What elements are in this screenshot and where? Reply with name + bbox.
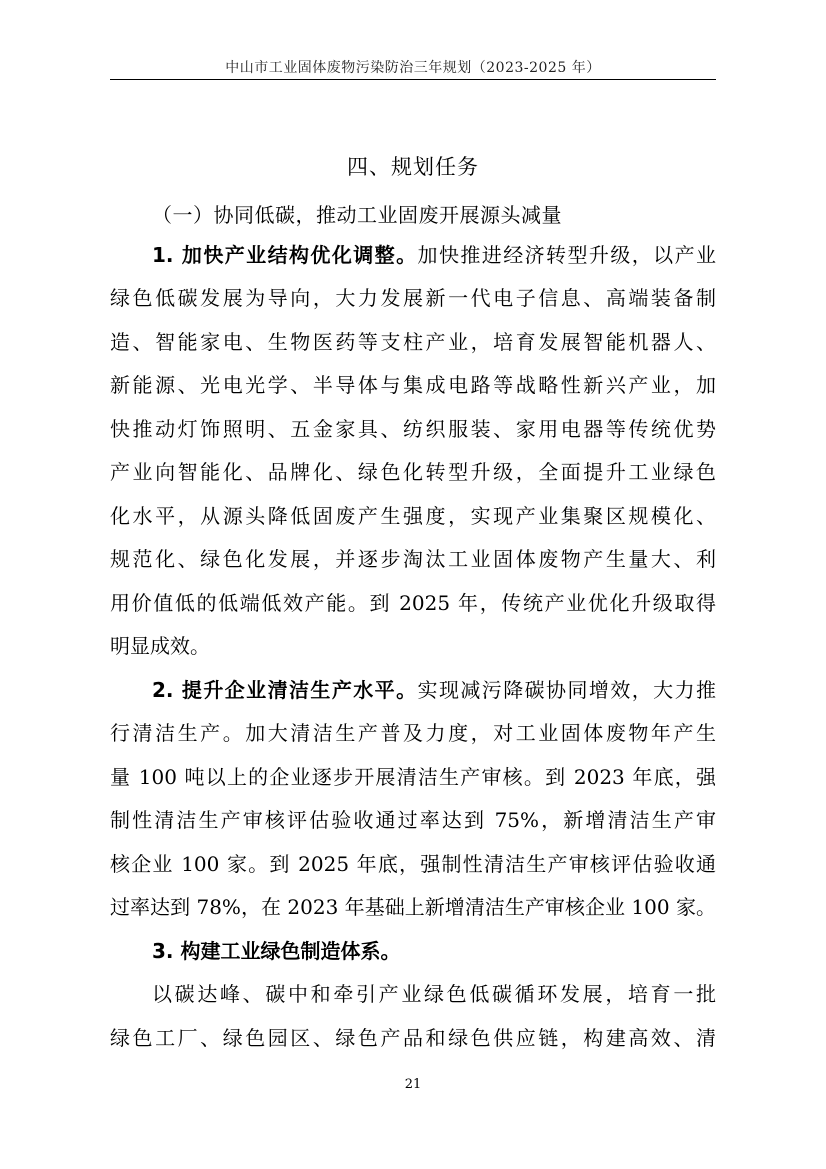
paragraph-2-text: 实现减污降碳协同增效，大力推	[417, 678, 716, 702]
paragraph-4-line-2: 绿色工厂、绿色园区、绿色产品和绿色供应链，构建高效、清	[110, 1026, 716, 1050]
paragraph-1-line-10: 明显成效。	[110, 634, 210, 658]
paragraph-1-line-8: 规范化、绿色化发展，并逐步淘汰工业固体废物产生量大、利	[110, 547, 716, 571]
paragraph-2-line-6: 过率达到 78%，在 2023 年基础上新增清洁生产审核企业 100 家。	[110, 895, 716, 919]
paragraph-1-line-9: 用价值低的低端低效产能。到 2025 年，传统产业优化升级取得	[110, 591, 716, 615]
paragraph-1-line-3: 造、智能家电、生物医药等支柱产业，培育发展智能机器人、	[110, 330, 716, 354]
paragraph-3-line-1	[152, 936, 716, 966]
paragraph-1-line-2: 绿色低碳发展为导向，大力发展新一代电子信息、高端装备制	[110, 286, 716, 310]
section-heading: （一）协同低碳，推动工业固废开展源头减量	[152, 203, 562, 227]
paragraph-1-lead: 1. 加快产业结构优化调整。	[152, 243, 418, 267]
page-title: 四、规划任务	[347, 155, 479, 179]
header-divider	[110, 79, 716, 80]
paragraph-2-line-2: 行清洁生产。加大清洁生产普及力度，对工业固体废物年产生	[110, 721, 716, 745]
paragraph-4-line-1: 以碳达峰、碳中和牵引产业绿色低碳循环发展，培育一批	[152, 982, 716, 1006]
paragraph-1-line-6: 产业向智能化、品牌化、绿色化转型升级，全面提升工业绿色	[110, 460, 716, 484]
paragraph-1-line-4: 新能源、光电光学、半导体与集成电路等战略性新兴产业，加	[110, 373, 716, 397]
paragraph-1-line-5: 快推动灯饰照明、五金家具、纺织服装、家用电器等传统优势	[110, 417, 716, 441]
paragraph-2-line-5: 核企业 100 家。到 2025 年底，强制性清洁生产审核评估验收通	[110, 852, 716, 876]
paragraph-1-line-1	[152, 240, 716, 270]
paragraph-1-text: 加快推进经济转型升级，以产业	[417, 243, 716, 267]
paragraph-3-lead: 3. 构建工业绿色制造体系。	[152, 939, 401, 963]
paragraph-1-line-7: 化水平，从源头降低固废产生强度，实现产业集聚区规模化、	[110, 504, 716, 528]
page-number: 21	[404, 1077, 422, 1092]
paragraph-2-line-1	[152, 675, 716, 705]
paragraph-2-line-3: 量 100 吨以上的企业逐步开展清洁生产审核。到 2023 年底，强	[110, 765, 716, 789]
paragraph-2-lead: 2. 提升企业清洁生产水平。	[152, 678, 418, 702]
running-header: 中山市工业固体废物污染防治三年规划（2023-2025 年）	[225, 60, 601, 76]
paragraph-2-line-4: 制性清洁生产审核评估验收通过率达到 75%，新增清洁生产审	[110, 808, 716, 832]
